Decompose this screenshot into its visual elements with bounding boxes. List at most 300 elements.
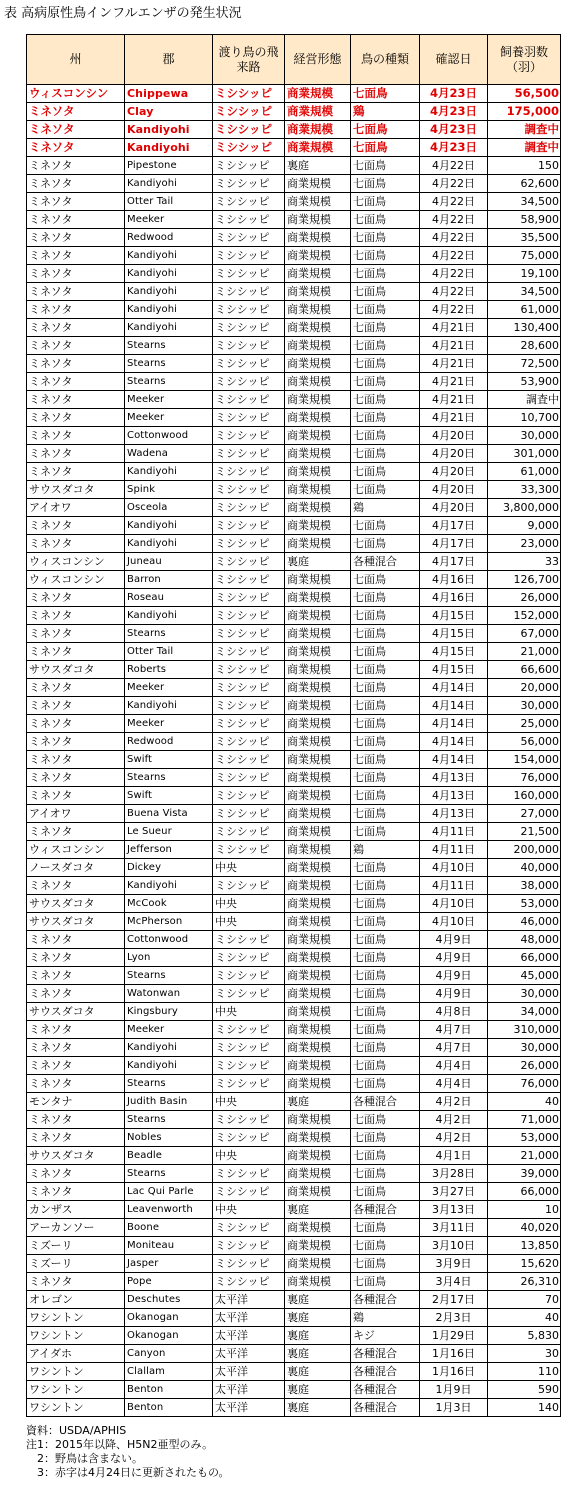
cell-flock-size: 34,000: [488, 1003, 561, 1021]
table-row: [27, 499, 561, 517]
cell-operation-type: 商業規模: [285, 355, 351, 373]
cell-confirmed-date: 1月16日: [420, 1345, 488, 1363]
cell-flyway: ミシシッピ: [213, 625, 285, 643]
cell-bird-type: 七面鳥: [351, 805, 420, 823]
cell-county: Kandiyohi: [125, 247, 213, 265]
cell-flyway: ミシシッピ: [213, 193, 285, 211]
cell-operation-type: 裏庭: [285, 553, 351, 571]
cell-bird-type: 七面鳥: [351, 823, 420, 841]
cell-state: ミズーリ: [27, 1255, 125, 1273]
cell-county: Osceola: [125, 499, 213, 517]
cell-county: Nobles: [125, 1129, 213, 1147]
cell-operation-type: 商業規模: [285, 481, 351, 499]
cell-county: Benton: [125, 1381, 213, 1399]
cell-state: ミネソタ: [27, 589, 125, 607]
cell-confirmed-date: 4月15日: [420, 661, 488, 679]
cell-flock-size: 66,600: [488, 661, 561, 679]
cell-flyway: ミシシッピ: [213, 427, 285, 445]
cell-county: Meeker: [125, 1021, 213, 1039]
table-row: [27, 517, 561, 535]
cell-confirmed-date: 4月21日: [420, 337, 488, 355]
cell-flyway: ミシシッピ: [213, 823, 285, 841]
cell-state: サウスダコタ: [27, 1003, 125, 1021]
cell-flock-size: 28,600: [488, 337, 561, 355]
cell-flyway: ミシシッピ: [213, 1273, 285, 1291]
cell-flyway: ミシシッピ: [213, 985, 285, 1003]
cell-flock-size: 26,000: [488, 1057, 561, 1075]
cell-flyway: ミシシッピ: [213, 1021, 285, 1039]
cell-county: Canyon: [125, 1345, 213, 1363]
cell-bird-type: 各種混合: [351, 1201, 420, 1219]
cell-operation-type: 商業規模: [285, 643, 351, 661]
table-row: [27, 895, 561, 913]
header-operation-type: 経営形態: [285, 35, 351, 85]
cell-flock-size: 13,850: [488, 1237, 561, 1255]
cell-county: Okanogan: [125, 1309, 213, 1327]
table-row: [27, 247, 561, 265]
cell-bird-type: 鶏: [351, 1309, 420, 1327]
cell-flyway: 太平洋: [213, 1291, 285, 1309]
cell-bird-type: 七面鳥: [351, 319, 420, 337]
cell-bird-type: 七面鳥: [351, 931, 420, 949]
cell-flock-size: 48,000: [488, 931, 561, 949]
cell-confirmed-date: 4月7日: [420, 1021, 488, 1039]
cell-flyway: ミシシッピ: [213, 175, 285, 193]
cell-flock-size: 590: [488, 1381, 561, 1399]
cell-flock-size: 25,000: [488, 715, 561, 733]
cell-confirmed-date: 4月17日: [420, 535, 488, 553]
table-row: [27, 769, 561, 787]
cell-state: ミネソタ: [27, 823, 125, 841]
cell-confirmed-date: 4月13日: [420, 805, 488, 823]
cell-bird-type: 七面鳥: [351, 697, 420, 715]
cell-bird-type: 七面鳥: [351, 1057, 420, 1075]
cell-bird-type: 七面鳥: [351, 229, 420, 247]
table-row: [27, 589, 561, 607]
cell-state: アイオワ: [27, 805, 125, 823]
cell-bird-type: 七面鳥: [351, 661, 420, 679]
cell-county: Redwood: [125, 733, 213, 751]
cell-flyway: 中央: [213, 1003, 285, 1021]
cell-operation-type: 裏庭: [285, 1309, 351, 1327]
cell-confirmed-date: 4月10日: [420, 859, 488, 877]
cell-state: ミネソタ: [27, 787, 125, 805]
cell-flock-size: 34,500: [488, 283, 561, 301]
cell-flock-size: 21,000: [488, 643, 561, 661]
cell-county: Stearns: [125, 1111, 213, 1129]
cell-flyway: 太平洋: [213, 1345, 285, 1363]
table-row: [27, 823, 561, 841]
cell-flock-size: 72,500: [488, 355, 561, 373]
cell-flyway: ミシシッピ: [213, 445, 285, 463]
cell-operation-type: 商業規模: [285, 697, 351, 715]
cell-operation-type: 商業規模: [285, 1039, 351, 1057]
table-row: [27, 139, 561, 157]
cell-bird-type: 七面鳥: [351, 409, 420, 427]
cell-state: カンザス: [27, 1201, 125, 1219]
table-row: [27, 625, 561, 643]
cell-county: Kandiyohi: [125, 139, 213, 157]
cell-state: ミネソタ: [27, 319, 125, 337]
cell-flyway: ミシシッピ: [213, 931, 285, 949]
cell-state: ミネソタ: [27, 643, 125, 661]
cell-flock-size: 140: [488, 1399, 561, 1417]
cell-confirmed-date: 4月2日: [420, 1111, 488, 1129]
cell-bird-type: 七面鳥: [351, 1129, 420, 1147]
table-row: [27, 445, 561, 463]
cell-state: サウスダコタ: [27, 895, 125, 913]
cell-operation-type: 商業規模: [285, 193, 351, 211]
cell-state: ミネソタ: [27, 355, 125, 373]
cell-state: ミネソタ: [27, 103, 125, 121]
cell-operation-type: 商業規模: [285, 85, 351, 103]
cell-flyway: ミシシッピ: [213, 319, 285, 337]
cell-bird-type: 七面鳥: [351, 445, 420, 463]
cell-state: ミネソタ: [27, 427, 125, 445]
cell-flock-size: 調査中: [488, 121, 561, 139]
table-header-row: [27, 35, 561, 85]
cell-county: Stearns: [125, 373, 213, 391]
cell-bird-type: 各種混合: [351, 553, 420, 571]
cell-confirmed-date: 4月14日: [420, 679, 488, 697]
cell-confirmed-date: 4月22日: [420, 193, 488, 211]
cell-confirmed-date: 4月9日: [420, 985, 488, 1003]
cell-flock-size: 5,830: [488, 1327, 561, 1345]
cell-state: ミネソタ: [27, 445, 125, 463]
cell-flyway: ミシシッピ: [213, 967, 285, 985]
cell-county: Cottonwood: [125, 427, 213, 445]
table-row: [27, 211, 561, 229]
cell-county: Roseau: [125, 589, 213, 607]
cell-operation-type: 裏庭: [285, 1291, 351, 1309]
cell-operation-type: 商業規模: [285, 913, 351, 931]
cell-flyway: ミシシッピ: [213, 841, 285, 859]
cell-confirmed-date: 4月2日: [420, 1093, 488, 1111]
cell-county: Kandiyohi: [125, 301, 213, 319]
cell-operation-type: 商業規模: [285, 571, 351, 589]
cell-bird-type: 七面鳥: [351, 1165, 420, 1183]
cell-operation-type: 商業規模: [285, 337, 351, 355]
cell-flock-size: 30,000: [488, 985, 561, 1003]
cell-flyway: 太平洋: [213, 1327, 285, 1345]
cell-flyway: 中央: [213, 1201, 285, 1219]
cell-operation-type: 商業規模: [285, 139, 351, 157]
cell-flock-size: 61,000: [488, 301, 561, 319]
cell-state: ミネソタ: [27, 607, 125, 625]
table-row: [27, 1237, 561, 1255]
cell-state: ウィスコンシン: [27, 841, 125, 859]
cell-confirmed-date: 4月15日: [420, 625, 488, 643]
cell-bird-type: 七面鳥: [351, 1021, 420, 1039]
cell-flock-size: 34,500: [488, 193, 561, 211]
cell-county: Le Sueur: [125, 823, 213, 841]
cell-state: ワシントン: [27, 1327, 125, 1345]
cell-flyway: 中央: [213, 1147, 285, 1165]
cell-state: ミネソタ: [27, 985, 125, 1003]
cell-flock-size: 40,020: [488, 1219, 561, 1237]
cell-flock-size: 38,000: [488, 877, 561, 895]
cell-flock-size: 58,900: [488, 211, 561, 229]
cell-state: ミネソタ: [27, 157, 125, 175]
cell-county: Stearns: [125, 1165, 213, 1183]
cell-flock-size: 23,000: [488, 535, 561, 553]
cell-county: Kandiyohi: [125, 319, 213, 337]
cell-state: ワシントン: [27, 1363, 125, 1381]
cell-confirmed-date: 4月7日: [420, 1039, 488, 1057]
table-row: [27, 121, 561, 139]
cell-operation-type: 裏庭: [285, 157, 351, 175]
cell-flock-size: 62,600: [488, 175, 561, 193]
cell-state: ミネソタ: [27, 1111, 125, 1129]
cell-flock-size: 27,000: [488, 805, 561, 823]
cell-state: ミネソタ: [27, 931, 125, 949]
cell-operation-type: 商業規模: [285, 1129, 351, 1147]
cell-operation-type: 商業規模: [285, 589, 351, 607]
cell-bird-type: 七面鳥: [351, 571, 420, 589]
cell-flyway: 中央: [213, 895, 285, 913]
cell-bird-type: 七面鳥: [351, 373, 420, 391]
cell-bird-type: 七面鳥: [351, 877, 420, 895]
cell-flock-size: 160,000: [488, 787, 561, 805]
cell-operation-type: 商業規模: [285, 1003, 351, 1021]
cell-operation-type: 商業規模: [285, 715, 351, 733]
cell-operation-type: 商業規模: [285, 1021, 351, 1039]
cell-flock-size: 154,000: [488, 751, 561, 769]
cell-bird-type: 七面鳥: [351, 121, 420, 139]
cell-flyway: ミシシッピ: [213, 1219, 285, 1237]
cell-state: ミネソタ: [27, 1075, 125, 1093]
cell-bird-type: 七面鳥: [351, 535, 420, 553]
cell-state: アーカンソー: [27, 1219, 125, 1237]
cell-flock-size: 126,700: [488, 571, 561, 589]
cell-flock-size: 26,310: [488, 1273, 561, 1291]
cell-confirmed-date: 1月16日: [420, 1363, 488, 1381]
cell-operation-type: 商業規模: [285, 427, 351, 445]
table-row: [27, 607, 561, 625]
cell-operation-type: 商業規模: [285, 535, 351, 553]
table-row: [27, 571, 561, 589]
cell-state: ミネソタ: [27, 409, 125, 427]
cell-county: McPherson: [125, 913, 213, 931]
cell-flock-size: 110: [488, 1363, 561, 1381]
cell-county: Clay: [125, 103, 213, 121]
cell-county: Barron: [125, 571, 213, 589]
cell-state: ミネソタ: [27, 211, 125, 229]
cell-bird-type: 七面鳥: [351, 301, 420, 319]
cell-flyway: ミシシッピ: [213, 103, 285, 121]
cell-operation-type: 商業規模: [285, 733, 351, 751]
cell-county: Beadle: [125, 1147, 213, 1165]
cell-confirmed-date: 4月10日: [420, 895, 488, 913]
cell-confirmed-date: 4月11日: [420, 841, 488, 859]
cell-state: ミネソタ: [27, 373, 125, 391]
table-row: [27, 391, 561, 409]
cell-operation-type: 裏庭: [285, 1201, 351, 1219]
table-row: [27, 859, 561, 877]
cell-bird-type: 七面鳥: [351, 517, 420, 535]
table-row: [27, 409, 561, 427]
cell-bird-type: キジ: [351, 1327, 420, 1345]
cell-county: Jasper: [125, 1255, 213, 1273]
cell-state: サウスダコタ: [27, 661, 125, 679]
table-row: [27, 949, 561, 967]
cell-bird-type: 七面鳥: [351, 589, 420, 607]
table-row: [27, 1327, 561, 1345]
cell-state: ミネソタ: [27, 139, 125, 157]
cell-confirmed-date: 4月11日: [420, 823, 488, 841]
table-row: [27, 715, 561, 733]
cell-operation-type: 商業規模: [285, 391, 351, 409]
cell-flyway: ミシシッピ: [213, 787, 285, 805]
cell-flyway: ミシシッピ: [213, 373, 285, 391]
table-row: [27, 1291, 561, 1309]
table-row: [27, 373, 561, 391]
outbreak-table: [26, 34, 561, 1417]
cell-flock-size: 66,000: [488, 949, 561, 967]
cell-operation-type: 商業規模: [285, 1057, 351, 1075]
cell-bird-type: 七面鳥: [351, 949, 420, 967]
cell-flock-size: 9,000: [488, 517, 561, 535]
cell-flock-size: 33: [488, 553, 561, 571]
cell-flyway: ミシシッピ: [213, 1057, 285, 1075]
cell-operation-type: 裏庭: [285, 1363, 351, 1381]
cell-flock-size: 301,000: [488, 445, 561, 463]
cell-county: Stearns: [125, 769, 213, 787]
cell-confirmed-date: 4月13日: [420, 769, 488, 787]
cell-operation-type: 商業規模: [285, 679, 351, 697]
cell-state: ミネソタ: [27, 193, 125, 211]
cell-flock-size: 30,000: [488, 697, 561, 715]
cell-bird-type: 七面鳥: [351, 355, 420, 373]
cell-flock-size: 21,000: [488, 1147, 561, 1165]
cell-flock-size: 39,000: [488, 1165, 561, 1183]
table-row: [27, 1273, 561, 1291]
cell-operation-type: 商業規模: [285, 463, 351, 481]
table-row: [27, 1129, 561, 1147]
cell-state: ミネソタ: [27, 1129, 125, 1147]
cell-confirmed-date: 4月21日: [420, 319, 488, 337]
cell-bird-type: 七面鳥: [351, 283, 420, 301]
cell-flock-size: 40: [488, 1093, 561, 1111]
cell-flock-size: 26,000: [488, 589, 561, 607]
cell-state: ミネソタ: [27, 517, 125, 535]
cell-operation-type: 商業規模: [285, 301, 351, 319]
cell-flyway: 太平洋: [213, 1399, 285, 1417]
cell-flyway: ミシシッピ: [213, 1255, 285, 1273]
table-row: [27, 157, 561, 175]
cell-state: ミネソタ: [27, 679, 125, 697]
cell-county: Boone: [125, 1219, 213, 1237]
cell-operation-type: 商業規模: [285, 103, 351, 121]
cell-flock-size: 45,000: [488, 967, 561, 985]
cell-confirmed-date: 2月17日: [420, 1291, 488, 1309]
cell-bird-type: 七面鳥: [351, 895, 420, 913]
table-row: [27, 1075, 561, 1093]
cell-state: ミネソタ: [27, 967, 125, 985]
cell-confirmed-date: 4月23日: [420, 85, 488, 103]
cell-bird-type: 鶏: [351, 103, 420, 121]
cell-county: Swift: [125, 751, 213, 769]
cell-confirmed-date: 4月21日: [420, 355, 488, 373]
cell-confirmed-date: 4月14日: [420, 751, 488, 769]
cell-county: Stearns: [125, 337, 213, 355]
cell-flock-size: 56,500: [488, 85, 561, 103]
cell-county: Redwood: [125, 229, 213, 247]
cell-flyway: ミシシッピ: [213, 517, 285, 535]
cell-flock-size: 61,000: [488, 463, 561, 481]
cell-confirmed-date: 4月16日: [420, 589, 488, 607]
cell-flock-size: 66,000: [488, 1183, 561, 1201]
cell-flyway: ミシシッピ: [213, 679, 285, 697]
cell-confirmed-date: 4月23日: [420, 121, 488, 139]
table-row: [27, 931, 561, 949]
cell-flyway: ミシシッピ: [213, 499, 285, 517]
cell-confirmed-date: 4月22日: [420, 301, 488, 319]
cell-flyway: 中央: [213, 859, 285, 877]
cell-county: Kandiyohi: [125, 1057, 213, 1075]
cell-flock-size: 40: [488, 1309, 561, 1327]
cell-confirmed-date: 4月22日: [420, 265, 488, 283]
note-2: 2：野鳥は含まない。: [26, 1452, 143, 1465]
cell-state: ウィスコンシン: [27, 571, 125, 589]
cell-bird-type: 七面鳥: [351, 967, 420, 985]
table-row: [27, 1219, 561, 1237]
cell-state: ワシントン: [27, 1399, 125, 1417]
cell-bird-type: 鶏: [351, 841, 420, 859]
cell-county: Meeker: [125, 391, 213, 409]
cell-flyway: ミシシッピ: [213, 1111, 285, 1129]
cell-state: ウィスコンシン: [27, 85, 125, 103]
cell-bird-type: 各種混合: [351, 1363, 420, 1381]
cell-confirmed-date: 4月11日: [420, 877, 488, 895]
table-body: [27, 85, 561, 1417]
cell-flock-size: 30,000: [488, 427, 561, 445]
cell-operation-type: 商業規模: [285, 787, 351, 805]
cell-confirmed-date: 4月4日: [420, 1057, 488, 1075]
cell-operation-type: 商業規模: [285, 877, 351, 895]
cell-operation-type: 商業規模: [285, 211, 351, 229]
cell-state: アイオワ: [27, 499, 125, 517]
cell-state: ミネソタ: [27, 301, 125, 319]
cell-confirmed-date: 4月20日: [420, 499, 488, 517]
table-row: [27, 1345, 561, 1363]
header-state: 州: [27, 35, 125, 85]
table-row: [27, 481, 561, 499]
cell-confirmed-date: 2月3日: [420, 1309, 488, 1327]
cell-bird-type: 七面鳥: [351, 337, 420, 355]
cell-flyway: ミシシッピ: [213, 535, 285, 553]
table-row: [27, 697, 561, 715]
table-row: [27, 1093, 561, 1111]
cell-confirmed-date: 1月9日: [420, 1381, 488, 1399]
cell-flyway: ミシシッピ: [213, 805, 285, 823]
cell-county: Meeker: [125, 679, 213, 697]
cell-bird-type: 七面鳥: [351, 715, 420, 733]
cell-state: ミネソタ: [27, 1057, 125, 1075]
cell-flyway: ミシシッピ: [213, 1165, 285, 1183]
cell-operation-type: 商業規模: [285, 661, 351, 679]
table-row: [27, 1255, 561, 1273]
cell-county: Benton: [125, 1399, 213, 1417]
cell-flock-size: 21,500: [488, 823, 561, 841]
cell-state: ミネソタ: [27, 283, 125, 301]
table-row: [27, 535, 561, 553]
cell-bird-type: 七面鳥: [351, 643, 420, 661]
cell-confirmed-date: 3月27日: [420, 1183, 488, 1201]
cell-operation-type: 商業規模: [285, 769, 351, 787]
cell-flyway: ミシシッピ: [213, 229, 285, 247]
cell-flock-size: 53,000: [488, 1129, 561, 1147]
